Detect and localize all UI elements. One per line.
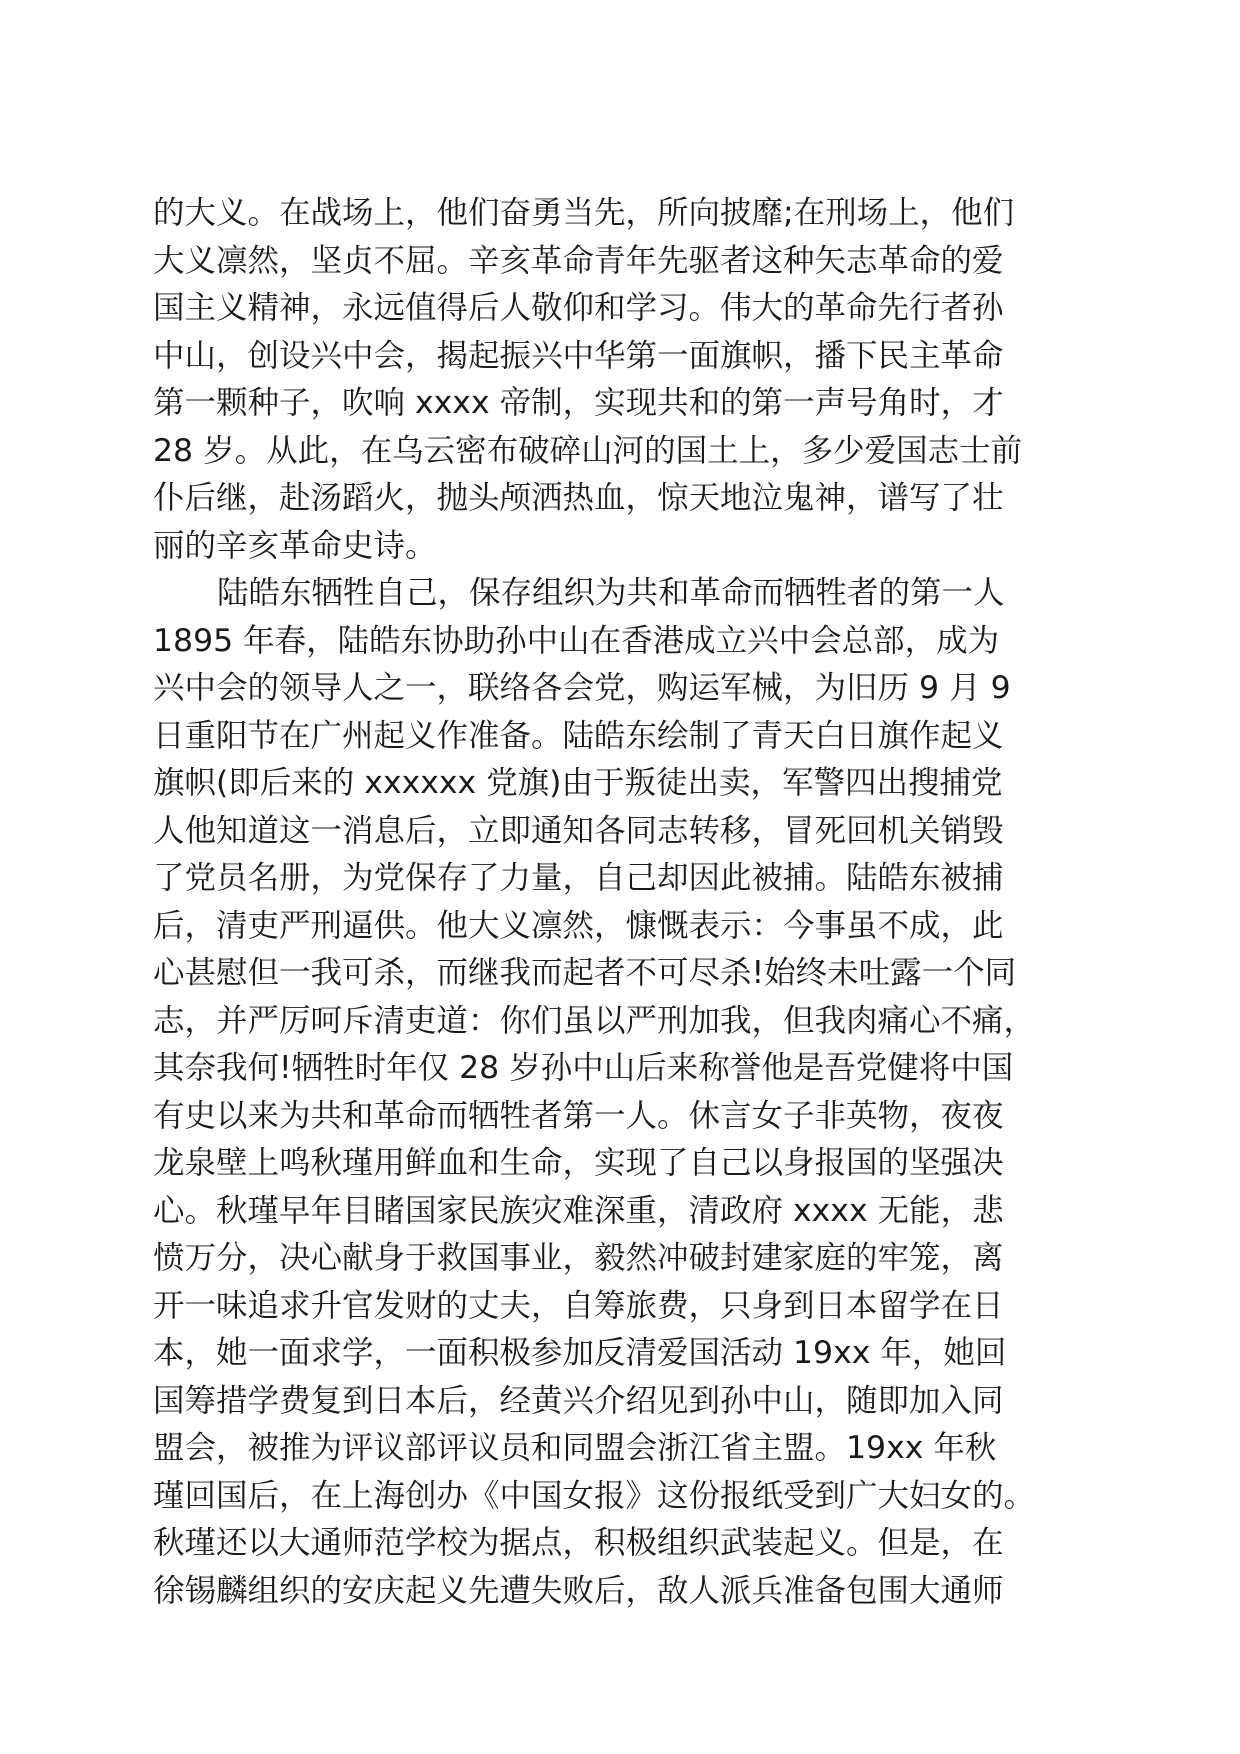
text-line: 仆后继，赴汤蹈火，抛头颅洒热血，惊天地泣鬼神，谱写了壮 xyxy=(153,480,1004,516)
text-line: 瑾回国后，在上海创办《中国女报》这份报纸受到广大妇女的。 xyxy=(153,1477,1036,1514)
text-line: 盟会，被推为评议部评议员和同盟会浙江省主盟。19xx 年秋 xyxy=(153,1430,997,1466)
text-line: 人他知道这一消息后，立即通知各同志转移，冒死回机关销毁 xyxy=(153,812,1004,849)
text-line: 龙泉壁上鸣秋瑾用鲜血和生命，实现了自己以身报国的坚强决 xyxy=(153,1145,1004,1181)
text-line: 大义凛然，坚贞不屈。辛亥革命青年先驱者这种矢志革命的爱 xyxy=(153,242,1004,279)
text-line: 国筹措学费复到日本后，经黄兴介绍见到孙中山，随即加入同 xyxy=(153,1382,1004,1419)
text-line: 徐锡麟组织的安庆起义先遭失败后，敌人派兵准备包围大通师 xyxy=(153,1572,1004,1609)
text-line: 愤万分，决心献身于救国事业，毅然冲破封建家庭的牢笼，离 xyxy=(153,1240,1004,1276)
text-line: 第一颗种子，吹响 xxxx 帝制，实现共和的第一声号角时，才 xyxy=(153,385,1004,421)
text-line: 的大义。在战场上，他们奋勇当先，所向披靡;在刑场上，他们 xyxy=(153,195,1015,231)
text-line: 中山，创设兴中会，揭起振兴中华第一面旗帜，播下民主革命 xyxy=(153,337,1004,374)
text-line: 后，清吏严刑逼供。他大义凛然，慷慨表示：今事虽不成，此 xyxy=(153,907,1004,944)
paragraph-start-line: 陆皓东牺牲自己，保存组织为共和革命而牺牲者的第一人 xyxy=(217,575,1005,611)
text-line: 日重阳节在广州起义作准备。陆皓东绘制了青天白日旗作起义 xyxy=(153,717,1004,754)
text-line: 心甚慰但一我可杀，而继我而起者不可尽杀!始终未吐露一个同 xyxy=(153,955,1017,991)
text-line: 有史以来为共和革命而牺牲者第一人。休言女子非英物，夜夜 xyxy=(153,1097,1004,1134)
text-line: 了党员名册，为党保存了力量，自己却因此被捕。陆皓东被捕 xyxy=(153,860,1004,896)
text-line: 志，并严厉呵斥清吏道：你们虽以严刑加我，但我肉痛心不痛， xyxy=(153,1002,1036,1039)
text-line: 国主义精神，永远值得后人敬仰和学习。伟大的革命先行者孙 xyxy=(153,290,1004,326)
text-line: 开一味追求升官发财的丈夫，自筹旅费，只身到日本留学在日 xyxy=(153,1287,1004,1324)
text-line: 心。秋瑾早年目睹国家民族灾难深重，清政府 xxxx 无能，悲 xyxy=(153,1192,1004,1229)
text-line: 秋瑾还以大通师范学校为据点，积极组织武装起义。但是，在 xyxy=(153,1525,1004,1561)
text-line: 旗帜(即后来的 xxxxxx 党旗)由于叛徒出卖，军警四出搜捕党 xyxy=(153,765,1003,801)
text-line: 本，她一面求学，一面积极参加反清爱国活动 19xx 年，她回 xyxy=(153,1335,1007,1371)
text-line: 1895 年春，陆皓东协助孙中山在香港成立兴中会总部，成为 xyxy=(153,622,1000,659)
body-text xyxy=(153,190,1113,1615)
text-line: 丽的辛亥革命史诗。 xyxy=(153,527,437,564)
text-line: 28 岁。从此，在乌云密布破碎山河的国土上，多少爱国志士前 xyxy=(153,432,1023,469)
text-line: 兴中会的领导人之一，联络各会党，购运军械，为旧历 9 月 9 xyxy=(153,670,1011,706)
text-line: 其奈我何!牺牲时年仅 28 岁孙中山后来称誉他是吾党健将中国 xyxy=(153,1050,1014,1086)
